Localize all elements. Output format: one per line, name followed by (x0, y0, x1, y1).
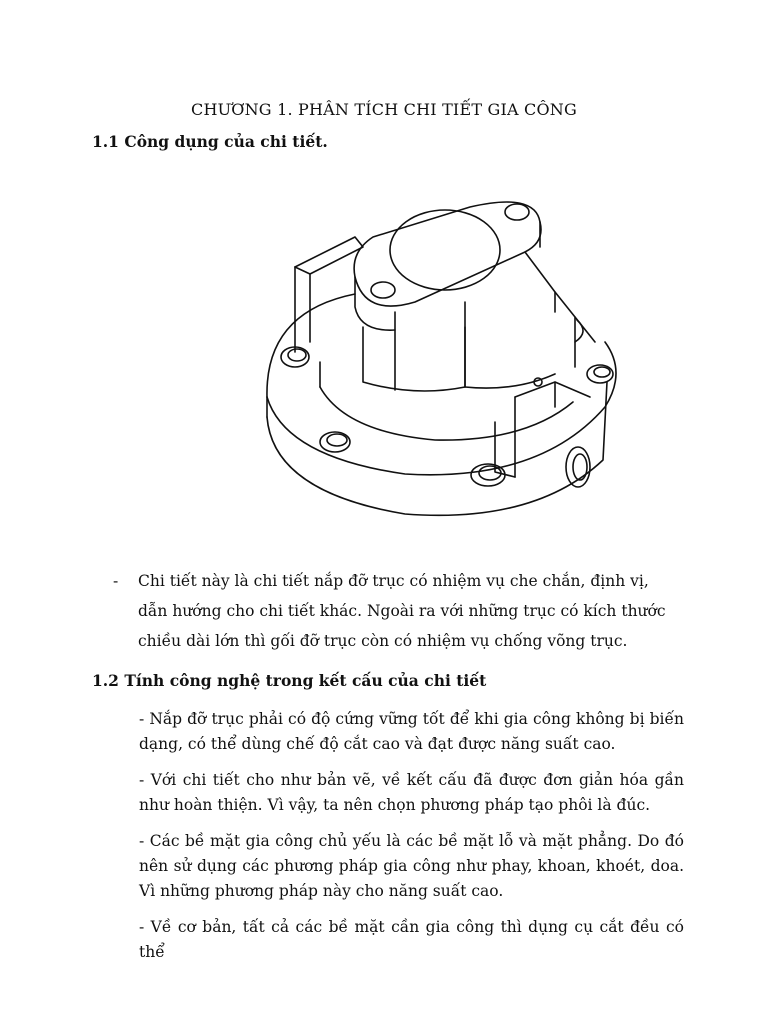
bullet-dash: - (113, 572, 119, 590)
paragraph: - Với chi tiết cho như bản vẽ, về kết cấu đã được đơn giản hóa gần như hoàn thiện. Vì vậy, ta nên chọn phương pháp tạo phôi là đúc. (139, 771, 684, 814)
paragraph: - Nắp đỡ trục phải có độ cứng vững tốt để khi gia công không bị biến dạng, có thể dùng chế độ cắt cao và đạt được năng suất cao. (139, 710, 684, 753)
chapter-title: CHƯƠNG 1. PHÂN TÍCH CHI TIẾT GIA CÔNG (191, 100, 577, 119)
part-isometric-drawing (255, 192, 640, 522)
paragraph: - Các bề mặt gia công chủ yếu là các bề mặt lỗ và mặt phẳng. Do đó nên sử dụng các phương pháp gia công như phay, khoan, khoét, doa. Vì những phương pháp này cho năng suất cao. (139, 832, 684, 900)
section-heading-1-2: 1.2 Tính công nghệ trong kết cấu của chi tiết (92, 671, 487, 690)
paragraph: - Về cơ bản, tất cả các bề mặt cần gia công thì dụng cụ cắt đều có thể (139, 918, 684, 961)
section-heading-1-1: 1.1 Công dụng của chi tiết. (92, 132, 328, 151)
bullet-text: Chi tiết này là chi tiết nắp đỡ trục có nhiệm vụ che chắn, định vị, dẫn hướng cho chi tiết khác. Ngoài ra với những trục có kích thước chiều dài lớn thì gối đỡ trục còn có nhiệm vụ chống võng trục. (138, 572, 666, 650)
